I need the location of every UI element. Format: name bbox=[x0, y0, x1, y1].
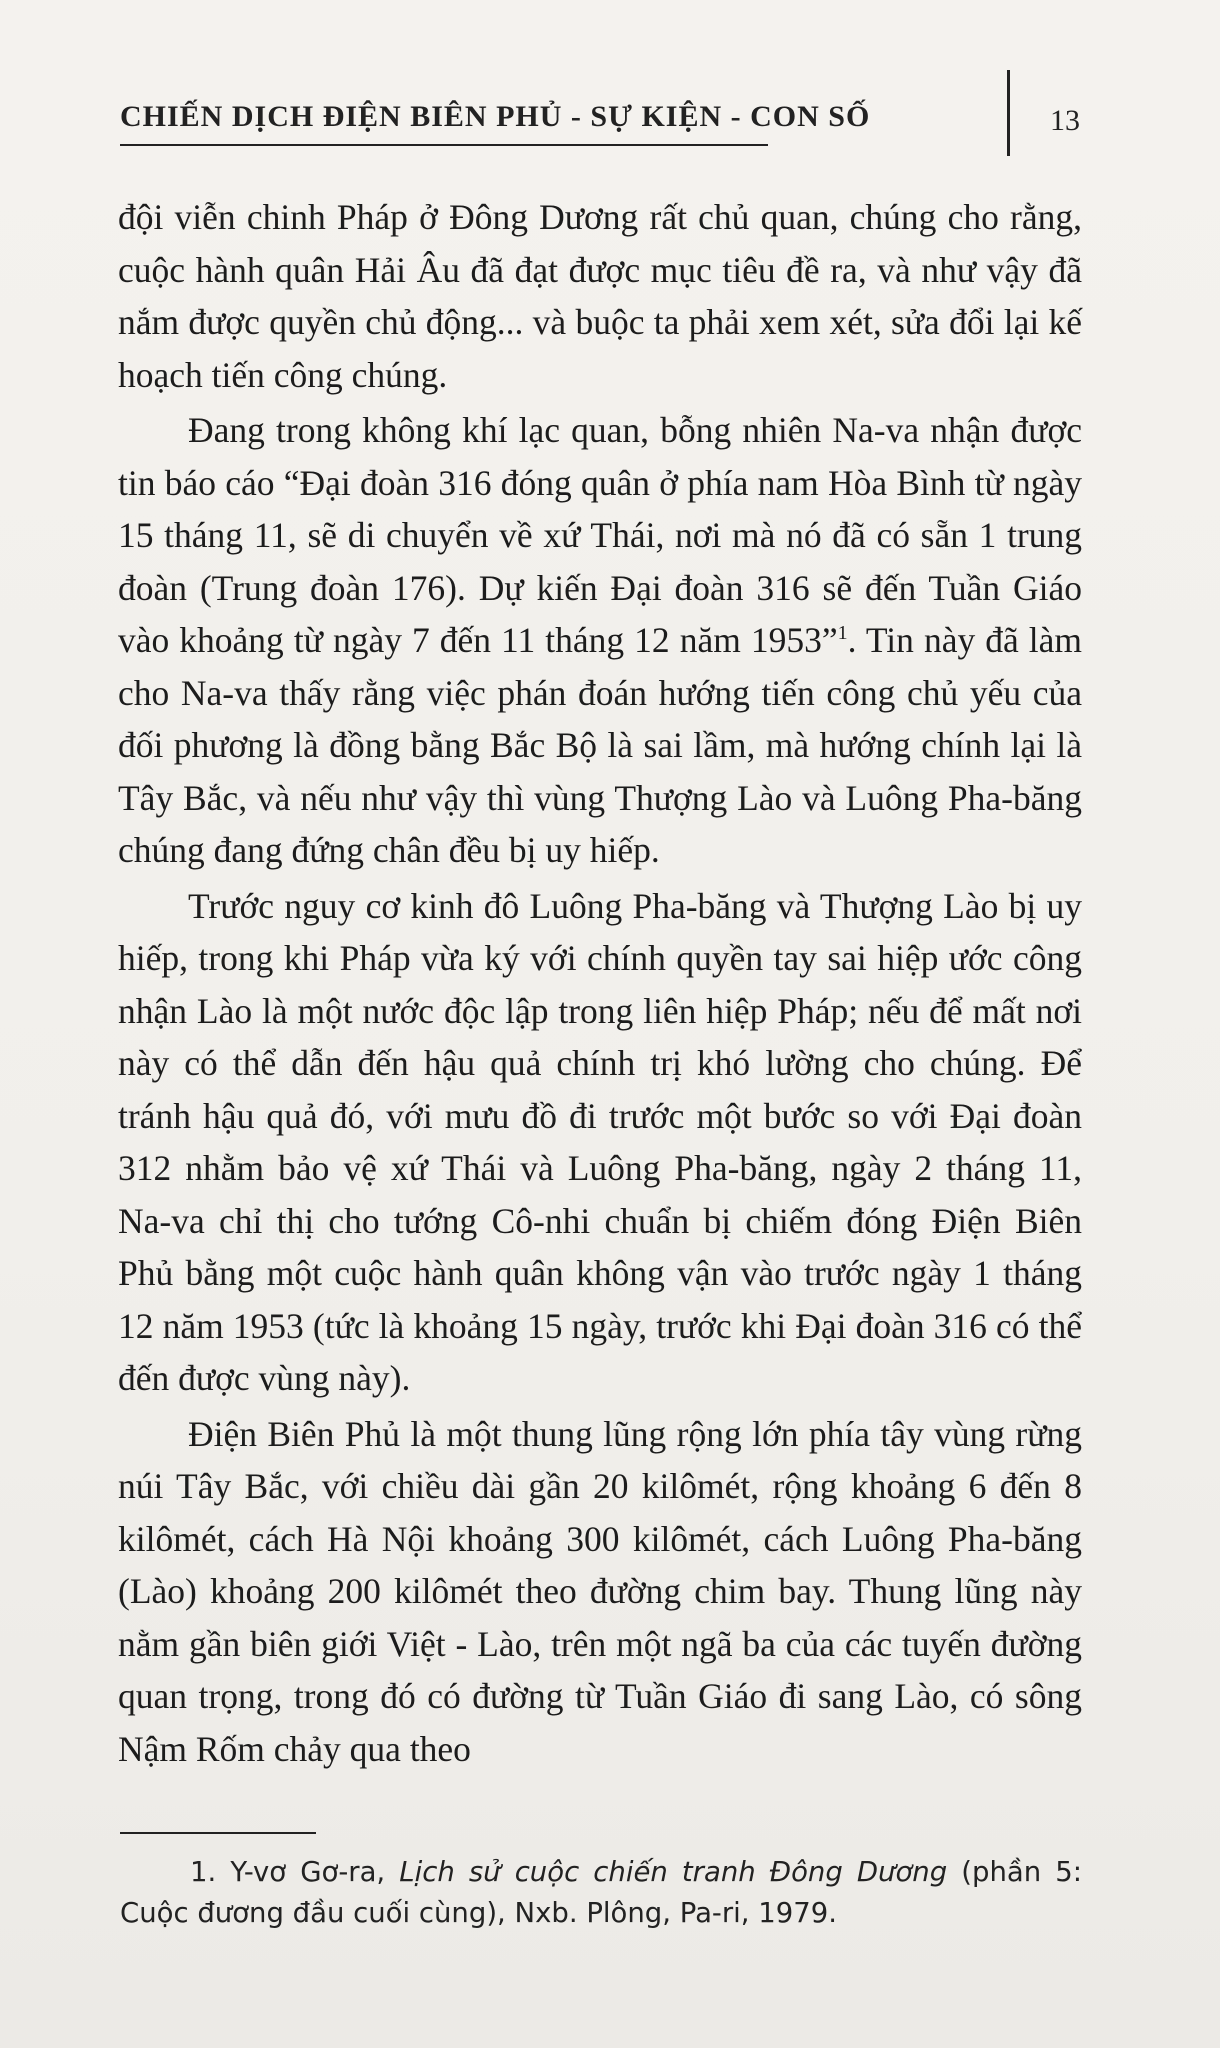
paragraph-4 bbox=[118, 1408, 1082, 1776]
body-text bbox=[118, 191, 1082, 1775]
paragraph-2-text-after: . Tin này đã làm cho Na-va thấy rằng việc phán đoán hướng tiến công chủ yếu của đối phương là đồng bằng Bắc Bộ là sai lầm, mà hướng chính lại là Tây Bắc, và nếu như vậy thì vùng Thượng Lào và Luông Pha-băng chúng đang đứng chân đều bị uy hiếp. bbox=[118, 620, 1083, 870]
footnote-separator bbox=[120, 1832, 316, 1834]
paragraph-3-text: Trước nguy cơ kinh đô Luông Pha-băng và Thượng Lào bị uy hiếp, trong khi Pháp vừa ký với chính quyền tay sai hiệp ước công nhận Lào là một nước độc lập trong liên hiệp Pháp; nếu để mất nơi này có thể dẫn đến hậu quả chính trị khó lường cho chúng. Để tránh hậu quả đó, với mưu đồ đi trước một bước so với Đại đoàn 312 nhằm bảo vệ xứ Thái và Luông Pha-băng, ngày 2 tháng 11, Na-va chỉ thị cho tướng Cô-nhi chuẩn bị chiếm đóng Điện Biên Phủ bằng một cuộc hành quân không vận vào trước ngày 1 tháng 12 năm 1953 (tức là khoảng 15 ngày, trước khi Đại đoàn 316 có thể đến được vùng này). bbox=[118, 885, 1082, 1398]
running-title: CHIẾN DỊCH ĐIỆN BIÊN PHỦ - SỰ KIỆN - CON SỐ bbox=[120, 100, 871, 133]
footnote-reference: 1 bbox=[837, 622, 848, 645]
footnote-suffix: (phần 5: Cuộc đương đầu cuối cùng), Nxb. Plông, Pa-ri, 1979. bbox=[120, 1856, 1083, 1929]
footnote bbox=[120, 1852, 1082, 1934]
paragraph-1-text: đội viễn chinh Pháp ở Đông Dương rất chủ quan, chúng cho rằng, cuộc hành quân Hải Âu đã đạt được mục tiêu đề ra, và như vậy đã nắm được quyền chủ động... và buộc ta phải xem xét, sửa đổi lại kế hoạch tiến công chúng. bbox=[118, 197, 1082, 395]
header-underline bbox=[120, 144, 768, 146]
paragraph-2-text-before: Đang trong không khí lạc quan, bỗng nhiên Na-va nhận được tin báo cáo “Đại đoàn 316 đóng quân ở phía nam Hòa Bình từ ngày 15 tháng 11, sẽ di chuyển về xứ Thái, nơi mà nó đã có sẵn 1 trung đoàn (Trung đoàn 176). Dự kiến Đại đoàn 316 sẽ đến Tuần Giáo vào khoảng từ ngày 7 đến 11 tháng 12 năm 1953” bbox=[118, 410, 1082, 660]
paragraph-1 bbox=[118, 191, 1082, 401]
footnote-book-title: Lịch sử cuộc chiến tranh Đông Dương bbox=[399, 1856, 948, 1888]
header-divider bbox=[1007, 70, 1010, 156]
footnote-prefix: 1. Y-vơ Gơ-ra, bbox=[190, 1856, 400, 1888]
paragraph-2 bbox=[118, 404, 1082, 877]
paragraph-3 bbox=[118, 880, 1082, 1405]
page-header bbox=[120, 100, 1080, 160]
page-number: 13 bbox=[1050, 104, 1080, 137]
paragraph-4-text: Điện Biên Phủ là một thung lũng rộng lớn phía tây vùng rừng núi Tây Bắc, với chiều dài gần 20 kilômét, rộng khoảng 6 đến 8 kilômét, cách Hà Nội khoảng 300 kilômét, cách Luông Pha-băng (Lào) khoảng 200 kilômét theo đường chim bay. Thung lũng này nằm gần biên giới Việt - Lào, trên một ngã ba của các tuyến đường quan trọng, trong đó có đường từ Tuần Giáo đi sang Lào, có sông Nậm Rốm chảy qua theo bbox=[118, 1413, 1082, 1769]
